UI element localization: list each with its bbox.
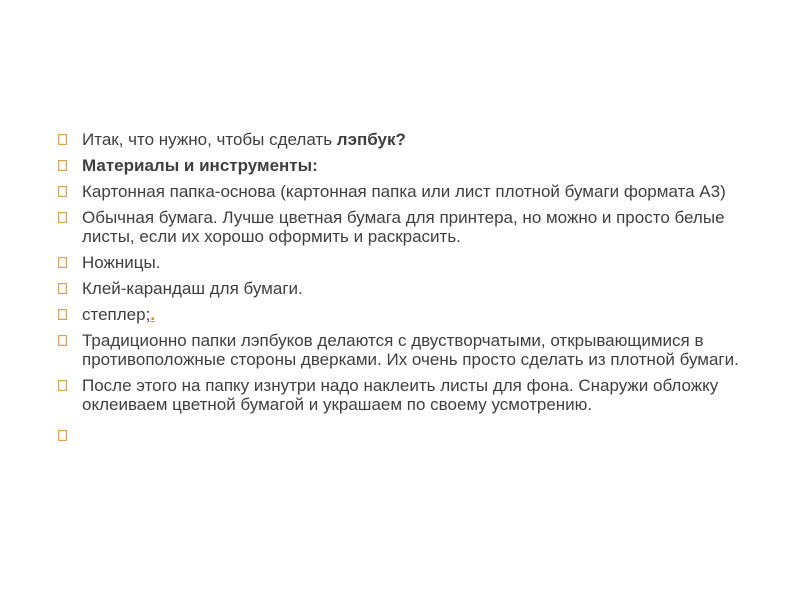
glue-text: Клей-карандаш для бумаги.: [82, 279, 303, 298]
bullet-icon: [58, 212, 67, 223]
list-item-glue: [58, 279, 758, 298]
bullet-icon: [58, 430, 67, 441]
list-item-scissors: [58, 253, 758, 272]
list-item-tradition: [58, 331, 758, 369]
list-item-after: [58, 376, 758, 414]
list-item-empty: [58, 426, 758, 445]
empty-text: [82, 426, 87, 445]
intro-bold-text: лэпбук?: [336, 130, 406, 149]
folder-text: Картонная папка-основа (картонная папка или лист плотной бумаги формата А3): [82, 182, 726, 201]
intro-text: Итак, что нужно, чтобы сделать: [82, 130, 337, 149]
list-item-paper: [58, 208, 758, 246]
list-item-intro: [58, 130, 758, 149]
stapler-link-dot[interactable]: .: [150, 305, 156, 324]
bullet-icon: [58, 186, 67, 197]
bullet-icon: [58, 160, 67, 171]
tradition-text: Традиционно папки лэпбуков делаются с двустворчатыми, открывающимися в противоположные стороны дверками. Их очень просто сделать из плотной бумаги.: [82, 331, 739, 369]
bullet-icon: [58, 309, 67, 320]
bullet-icon: [58, 335, 67, 346]
bullet-icon: [58, 380, 67, 391]
scissors-text: Ножницы.: [82, 253, 161, 272]
bullet-list: [58, 130, 758, 452]
stapler-text: степлер;: [82, 305, 151, 324]
materials-heading: Материалы и инструменты:: [82, 156, 318, 175]
bullet-icon: [58, 283, 67, 294]
list-item-stapler: [58, 305, 758, 324]
after-text: После этого на папку изнутри надо наклеить листы для фона. Снаружи обложку оклеиваем цветной бумагой и украшаем по своему усмотрению.: [82, 376, 719, 414]
list-item-materials: [58, 156, 758, 175]
bullet-icon: [58, 257, 67, 268]
bullet-icon: [58, 134, 67, 145]
paper-text: Обычная бумага. Лучше цветная бумага для принтера, но можно и просто белые листы, если их хорошо оформить и раскрасить.: [82, 208, 725, 246]
list-item-folder: [58, 182, 758, 201]
